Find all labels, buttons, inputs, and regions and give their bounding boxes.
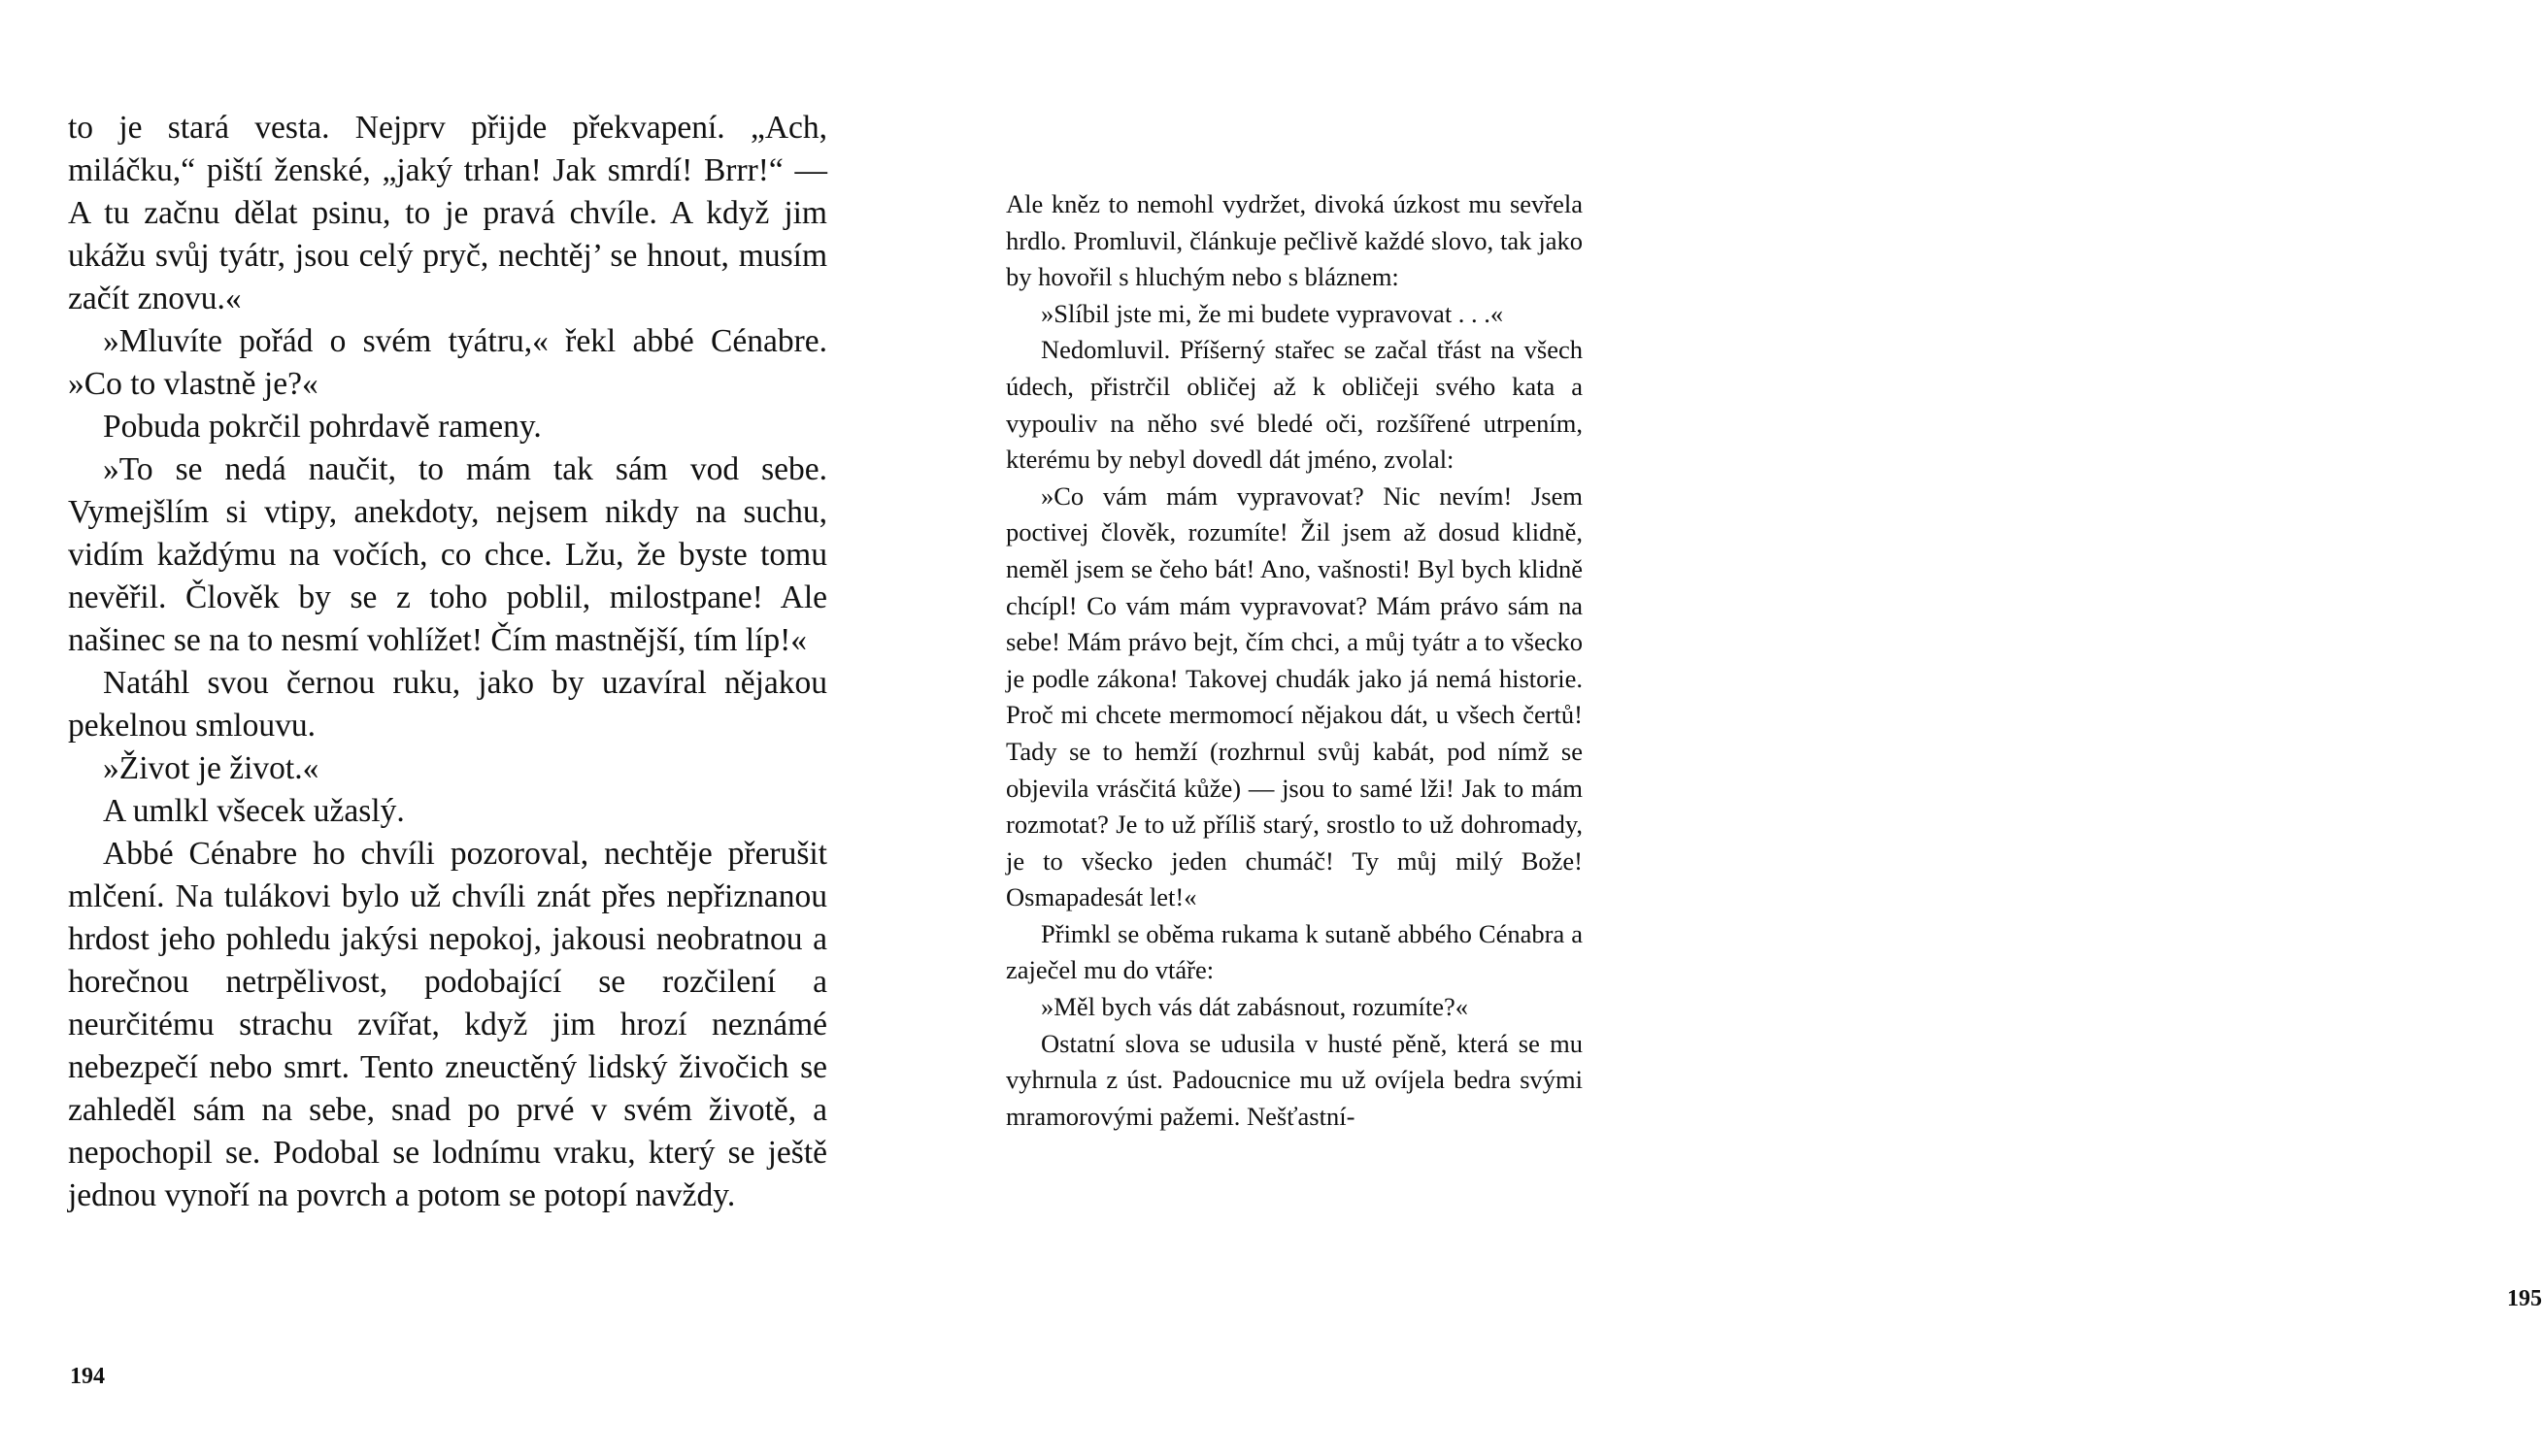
paragraph: to je stará vesta. Nejprv přijde překvapení. „Ach, miláčku,“ piští ženské, „jaký trhan! Jak smrdí! Brrr!“ — A tu začnu dělat psinu, to je pravá chvíle. A když jim ukážu svůj tyátr, jsou celý pryč, nechtěj’ se hnout, musím začít znovu.«: [68, 110, 827, 316]
left-page: [0, 0, 880, 1456]
paragraph: »Slíbil jste mi, že mi budete vypravovat . . .«: [1041, 298, 1504, 328]
paragraph: »Mluvíte pořád o svém tyátru,« řekl abbé Cénabre. »Co to vlastně je?«: [68, 323, 827, 402]
paragraph: »Měl bych vás dát zabásnout, rozumíte?«: [1041, 992, 1469, 1022]
page-number: 195: [2507, 1286, 2542, 1311]
page-number: 194: [70, 1364, 105, 1389]
paragraph: Abbé Cénabre ho chvíli pozoroval, nechtěje přerušit mlčení. Na tulákovi bylo už chvíli znát přes nepřiznanou hrdost jeho pohledu jakýsi nepokoj, jakousi neobratnou a horečnou netrpělivost, podobající se rozčilení a neurčitému strachu zvířat, když jim hrozí neznámé nebezpečí nebo smrt. Tento zneuctěný lidský živočich se zahleděl sám na sebe, snad po prvé v svém životě, a nepochopil se. Podobal se lodnímu vraku, který se ještě jednou vynoří na povrch a potom se potopí navždy.: [68, 836, 827, 1213]
paragraph: »Život je život.«: [103, 750, 319, 786]
paragraph: A umlkl všecek užaslý.: [103, 793, 405, 829]
left-page-text: [68, 107, 827, 1217]
right-page-text: [1006, 186, 1583, 1135]
paragraph: Ale kněz to nemohl vydržet, divoká úzkost mu sevřela hrdlo. Promluvil, článkuje pečlivě každé slovo, tak jako by hovořil s hluchým nebo s bláznem:: [1006, 189, 1583, 292]
right-page: [880, 0, 2542, 1456]
paragraph: Přimkl se oběma rukama k sutaně abbého Cénabra a zaječel mu do vtáře:: [1006, 918, 1583, 985]
paragraph: »To se nedá naučit, to mám tak sám vod sebe. Vymejšlím si vtipy, anekdoty, nejsem nikdy na suchu, vidím každýmu na vočích, co chce. Lžu, že byste tomu nevěřil. Člověk by se z toho poblil, milostpane! Ale našinec se na to nesmí vohlížet! Čím mastnější, tím líp!«: [68, 451, 827, 658]
paragraph: Nedomluvil. Příšerný stařec se začal třást na všech údech, přistrčil obličej až k obličeji svého kata a vypouliv na něho své bledé oči, rozšířené utrpením, kterému by nebyl dovedl dát jméno, zvolal:: [1006, 335, 1583, 475]
paragraph: Ostatní slova se udusila v husté pěně, která se mu vyhrnula z úst. Padoucnice mu už ovíjela bedra svými mramorovými pažemi. Nešťastní-: [1006, 1028, 1583, 1131]
paragraph: Natáhl svou černou ruku, jako by uzavíral nějakou pekelnou smlouvu.: [68, 665, 827, 744]
paragraph: Pobuda pokrčil pohrdavě rameny.: [103, 409, 542, 445]
paragraph: »Co vám mám vypravovat? Nic nevím! Jsem poctivej člověk, rozumíte! Žil jsem až dosud klidně, neměl jsem se čeho bát! Ano, vašnosti! Byl bych klidně chcípl! Co vám mám vypravovat? Mám právo sám na sebe! Mám právo bejt, čím chci, a můj tyátr a to všecko je podle zákona! Takovej chudák jako já nemá historie. Proč mi chcete mermomocí nějakou dát, u všech čertů! Tady se to hemží (rozhrnul svůj kabát, pod nímž se objevila vrásčitá kůže) — jsou to samé lži! Jak to mám rozmotat? Je to už příliš starý, srostlo to už dohromady, je to všecko jeden chumáč! Ty můj milý Bože! Osmapadesát let!«: [1006, 480, 1583, 912]
